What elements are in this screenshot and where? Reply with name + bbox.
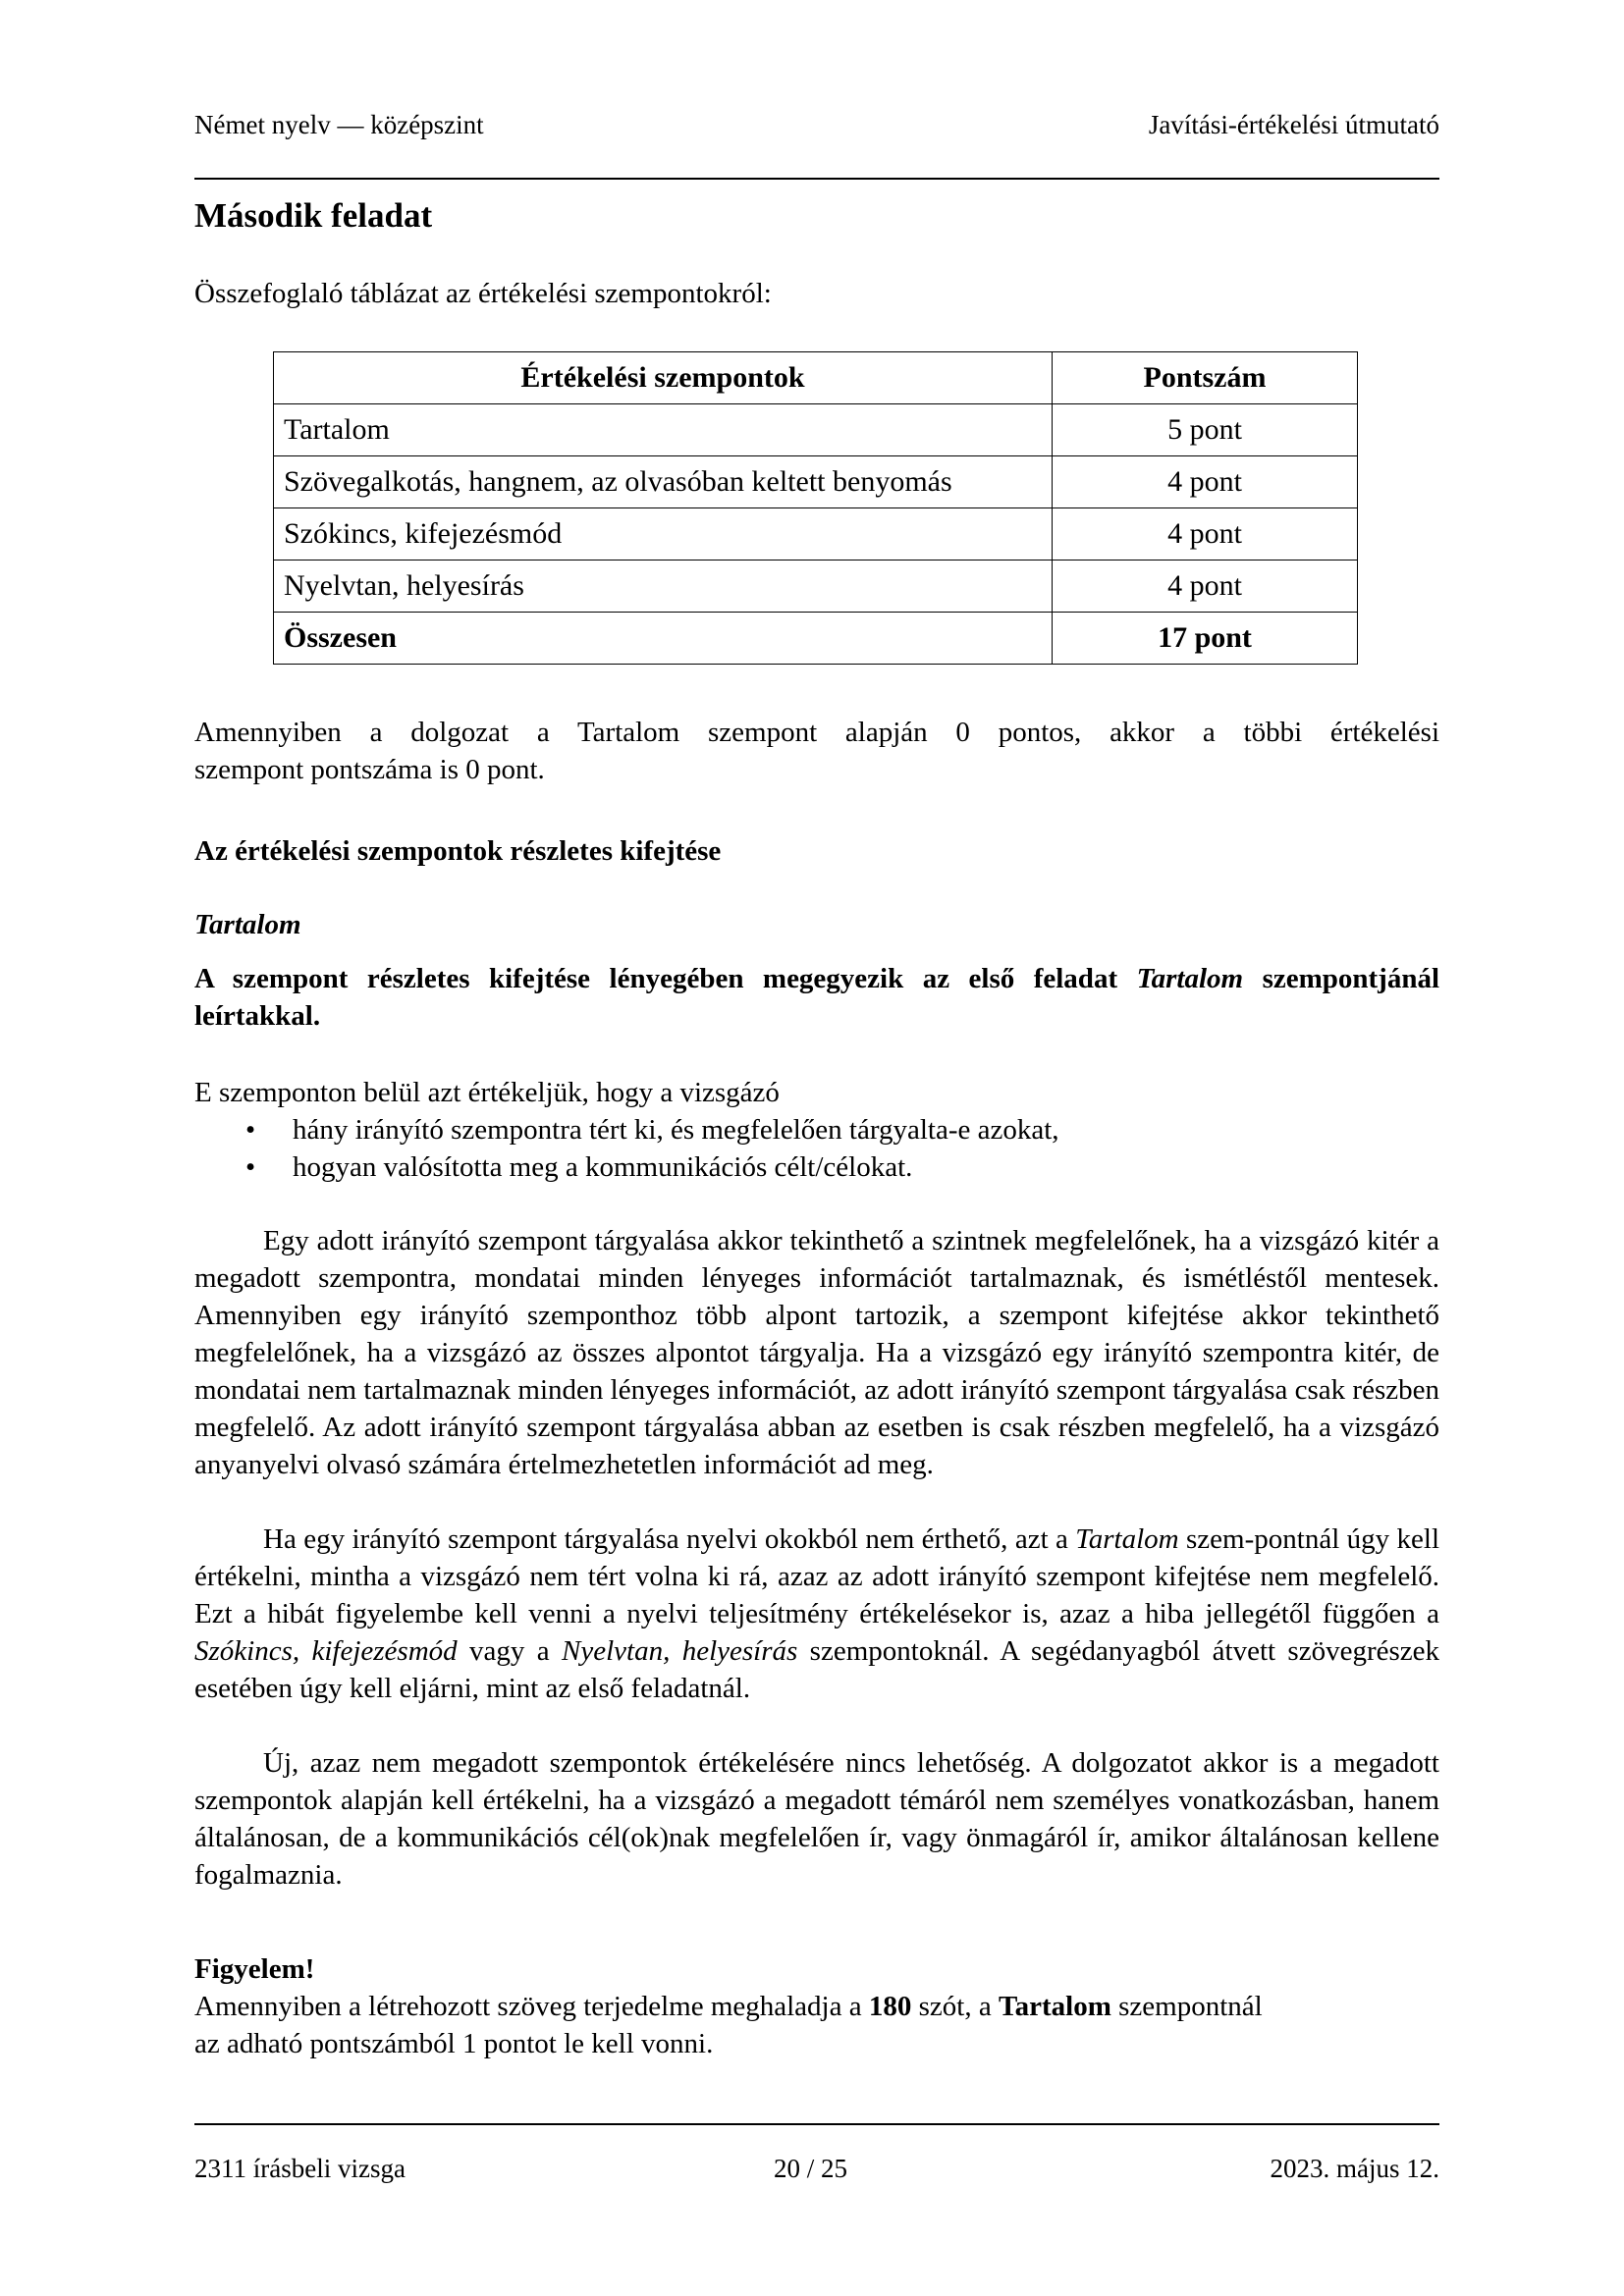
bold-note-term: Tartalom — [1136, 963, 1244, 994]
footer-rule — [194, 2123, 1439, 2125]
page-title: Második feladat — [194, 196, 433, 235]
points-cell: 4 pont — [1053, 561, 1358, 613]
page-number: 20 / 25 — [774, 2154, 848, 2183]
table-row — [274, 404, 1358, 456]
para2-term: Nyelvtan, helyesírás — [562, 1635, 798, 1667]
table-row — [274, 456, 1358, 508]
bullet-list — [194, 1111, 1439, 1186]
paragraph-1: Egy adott irányító szempont tárgyalása akkor tekinthető a szintnek megfelelőnek, ha a vizsgázó kitér a megadott szempontra, mondatai minden lényeges információt tartalmaznak, és ismétléstől mentesek. Amennyiben egy irányító szemponthoz több alpont tartozik, a szempont kifejtése akkor tekinthető megfelelőnek, ha a vizsgázó az összes alpontot tárgyalja. Ha a vizsgázó egy irányító szempontra kitér, de mondatai nem tartalmaznak minden lényeges információt, az adott irányító szempont tárgyalása csak részben megfelelő. Az adott irányító szempont tárgyalása abban az esetben is csak részben megfelelő, ha a vizsgázó anyanyelvi olvasó számára értelmezhetetlen információt ad meg. — [194, 1225, 1439, 1480]
points-cell: 4 pont — [1053, 456, 1358, 508]
word-limit: 180 — [868, 1991, 912, 2022]
para2-text: szempontoknál. A segédanyagból átvett szövegrészek esetében úgy kell eljárni, mint az első feladatnál. — [194, 1635, 1440, 1704]
paragraph-3: Új, azaz nem megadott szempontok értékelésére nincs lehetőség. A dolgozatot akkor is a megadott szempontok alapján kell értékelni, ha a vizsgázó a megadott témáról nem személyes vonatkozásban, hanem általánosan, de a kommunikációs cél(ok)nak megfelelően ír, vagy önmagáról ír, amikor általánosan kellene fogalmaznia. — [194, 1747, 1439, 1891]
zero-note-line: szempont pontszáma is 0 pont. — [194, 754, 545, 785]
para2-term: Tartalom — [1075, 1523, 1179, 1555]
footer-date: 2023. május 12. — [1270, 2154, 1439, 2183]
para2-text: szem-pontnál úgy kell értékelni, mintha a vizsgázó nem tért volna ki rá, azaz az adott irányító szempont kifejtése nem megfelelő. Ezt a hibát figyelembe kell venni a nyelvi teljesítmény értékelésekor is, azaz a hiba jellegétől függően a — [194, 1523, 1440, 1629]
attention-text-part: Amennyiben a létrehozott szöveg terjedelme meghaladja a — [194, 1991, 862, 2022]
total-points: 17 pont — [1053, 613, 1358, 665]
eval-intro-text: E szemponton belül azt értékeljük, hogy a vizsgázó — [194, 1077, 780, 1108]
attention-term: Tartalom — [998, 1991, 1111, 2022]
table-intro: Összefoglaló táblázat az értékelési szempontokról: — [194, 278, 772, 309]
list-item: • hogyan valósította meg a kommunikációs célt/célokat. — [293, 1148, 1439, 1186]
attention-heading: Figyelem! — [194, 1953, 315, 1985]
para2-text: Ha egy irányító szempont tárgyalása nyelvi okokból nem érthető, azt a — [263, 1523, 1068, 1555]
para2-term: Szókincs, kifejezésmód — [194, 1635, 458, 1667]
zero-note-line: Amennyiben a dolgozat a Tartalom szempont alapján 0 pontos, akkor a többi értékelési — [194, 717, 1439, 748]
points-cell: 5 pont — [1053, 404, 1358, 456]
footer-exam: 2311 írásbeli vizsga — [194, 2154, 406, 2183]
list-item: • hány irányító szempontra tért ki, és megfelelően tárgyalta-e azokat, — [293, 1111, 1439, 1148]
attention-block — [194, 1950, 1439, 2062]
attention-text-part: az adható pontszámból 1 pontot le kell vonni. — [194, 2028, 714, 2059]
criteria-cell: Szövegalkotás, hangnem, az olvasóban keltett benyomás — [274, 456, 1053, 508]
bold-note-text: A szempont részletes kifejtése lényegében megegyezik az első feladat — [194, 963, 1118, 994]
criteria-cell: Szókincs, kifejezésmód — [274, 508, 1053, 561]
para2-text: vagy a — [469, 1635, 550, 1667]
zero-points-note — [194, 714, 1439, 788]
table-row — [274, 508, 1358, 561]
header-rule — [194, 178, 1439, 180]
header-subject: Német nyelv — középszint — [194, 110, 484, 139]
page-header — [194, 110, 1439, 140]
paragraph-2 — [194, 1521, 1439, 1707]
total-label: Összesen — [274, 613, 1053, 665]
header-criteria: Értékelési szempontok — [274, 352, 1053, 404]
table-total-row — [274, 613, 1358, 665]
bold-note-text: szempontjánál leírtakkal. — [194, 963, 1440, 1032]
criteria-cell: Nyelvtan, helyesírás — [274, 561, 1053, 613]
evaluation-intro — [194, 1074, 1439, 1186]
bold-note — [194, 960, 1439, 1035]
table-row — [274, 561, 1358, 613]
criteria-cell: Tartalom — [274, 404, 1053, 456]
attention-text-part: szempontnál — [1118, 1991, 1263, 2022]
header-points: Pontszám — [1053, 352, 1358, 404]
criteria-table — [273, 351, 1358, 665]
detail-heading: Az értékelési szempontok részletes kifejtése — [194, 835, 722, 867]
header-doc-type: Javítási-értékelési útmutató — [1148, 110, 1439, 139]
table-header-row — [274, 352, 1358, 404]
attention-text — [194, 1988, 1439, 2025]
attention-text-part: szót, a — [918, 1991, 992, 2022]
tartalom-heading: Tartalom — [194, 909, 301, 940]
points-cell: 4 pont — [1053, 508, 1358, 561]
